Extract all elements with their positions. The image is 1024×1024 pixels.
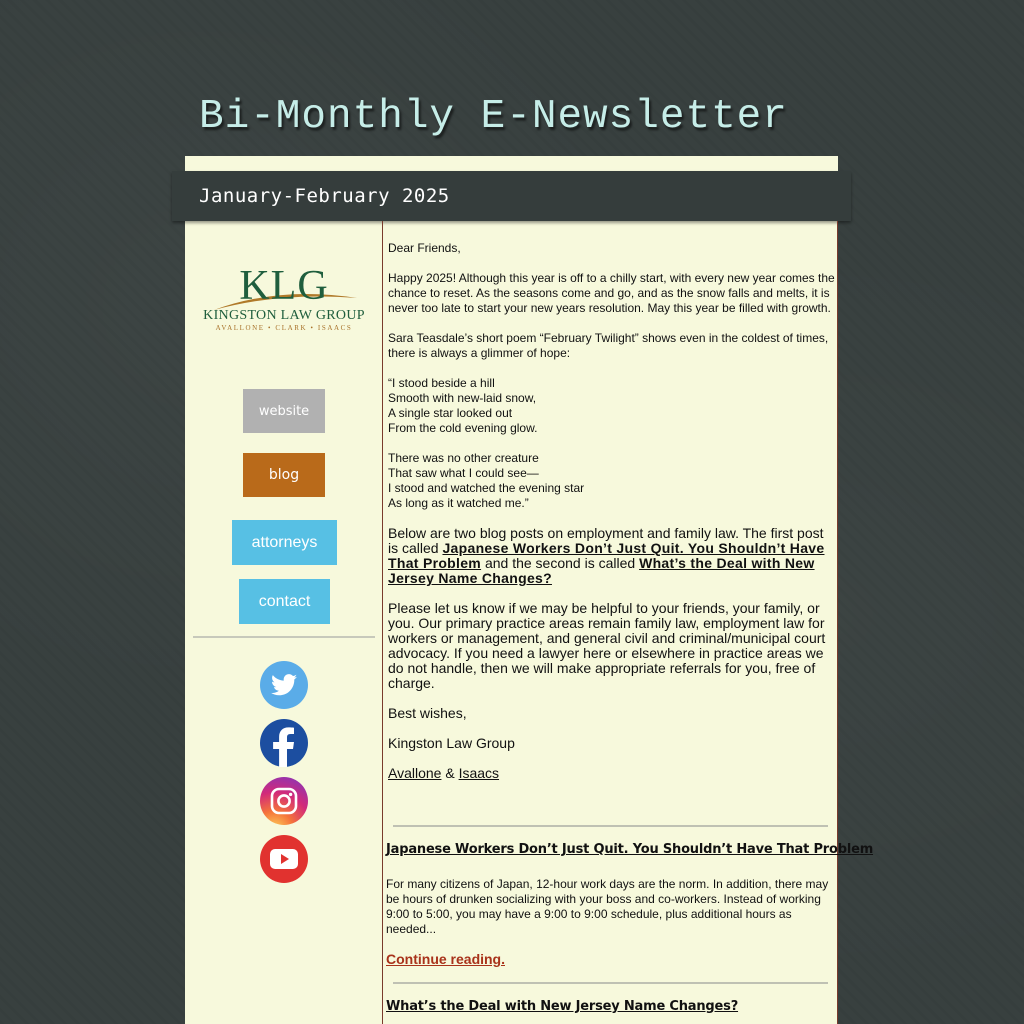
logo-partners: AVALLONE • CLARK • ISAACS	[215, 324, 353, 332]
section-divider	[393, 982, 828, 984]
blog-intro-text-1: Below are two blog posts on employment and family law. The first post is called	[388, 525, 824, 556]
column-divider	[382, 221, 383, 1024]
issue-date: January-February 2025	[199, 185, 450, 207]
isaacs-link[interactable]: Isaacs	[458, 765, 500, 781]
sidebar-divider	[193, 636, 375, 638]
poem-stanza-1: “I stood beside a hill Smooth with new-laid snow, A single star looked out From the cold evening glow.	[388, 376, 538, 435]
facebook-icon[interactable]	[260, 719, 308, 767]
logo-firm-name: KINGSTON LAW GROUP	[203, 308, 365, 323]
post-title-japanese-workers[interactable]: Japanese Workers Don’t Just Quit. You Shouldn’t Have That Problem	[386, 842, 874, 857]
section-divider	[393, 825, 828, 827]
post-excerpt: For many citizens of Japan, 12-hour work days are the norm. In addition, there may be hours of drunken socializing with your boss and co-workers. Instead of working 9:00 to 5:00, you may have a 9:00 to 9:00 schedule, plus additional hours as needed...	[386, 877, 829, 936]
signature: Kingston Law Group	[388, 735, 515, 751]
blog-link-name-changes[interactable]: What’s the Deal with New Jersey Name Changes?	[388, 555, 815, 586]
website-button[interactable]: website	[243, 389, 325, 433]
ampersand: &	[441, 765, 459, 781]
firm-logo[interactable]	[199, 264, 369, 334]
newsletter-title: Bi-Monthly E-Newsletter	[199, 94, 788, 140]
blog-intro-text-2: and the second is called	[481, 555, 640, 571]
poem-intro: Sara Teasdale’s short poem “February Twilight” shows even in the coldest of times, there is always a glimmer of hope:	[388, 331, 829, 360]
blog-button[interactable]: blog	[243, 453, 325, 497]
intro-paragraph: Happy 2025! Although this year is off to a chilly start, with every new year comes the chance to reset. As the seasons come and go, and as the snow falls and melts, it is never too late to start your new years resolution. May this year be filled with growth.	[388, 271, 835, 315]
instagram-icon[interactable]	[260, 777, 308, 825]
attorneys-button[interactable]: attorneys	[232, 520, 337, 565]
blog-intro-paragraph	[388, 526, 835, 586]
right-border	[837, 221, 838, 1024]
youtube-icon[interactable]	[260, 835, 308, 883]
twitter-icon[interactable]	[260, 661, 308, 709]
logo-mark: KLG	[239, 263, 329, 309]
greeting: Dear Friends,	[388, 241, 461, 255]
partner-links	[388, 766, 835, 781]
continue-reading-link[interactable]: Continue reading.	[386, 951, 505, 967]
avallone-link[interactable]: Avallone	[388, 765, 442, 781]
letter-content	[388, 241, 835, 796]
practice-paragraph: Please let us know if we may be helpful to your friends, your family, or you. Our primary practice areas remain family law, employment law for workers or management, and general civil and criminal/municipal court advocacy. If you need a lawyer here or elsewhere in practice areas we do not handle, then we will make appropriate referrals for you, free of charge.	[388, 600, 826, 691]
poem-stanza-2: There was no other creature That saw what I could see— I stood and watched the evening star As long as it watched me.”	[388, 451, 585, 510]
contact-button[interactable]: contact	[239, 579, 330, 624]
post-title-name-changes[interactable]: What’s the Deal with New Jersey Name Changes?	[386, 999, 739, 1014]
blog-link-japanese-workers[interactable]: Japanese Workers Don’t Just Quit. You Shouldn’t Have That Problem	[388, 540, 825, 571]
closing: Best wishes,	[388, 705, 467, 721]
